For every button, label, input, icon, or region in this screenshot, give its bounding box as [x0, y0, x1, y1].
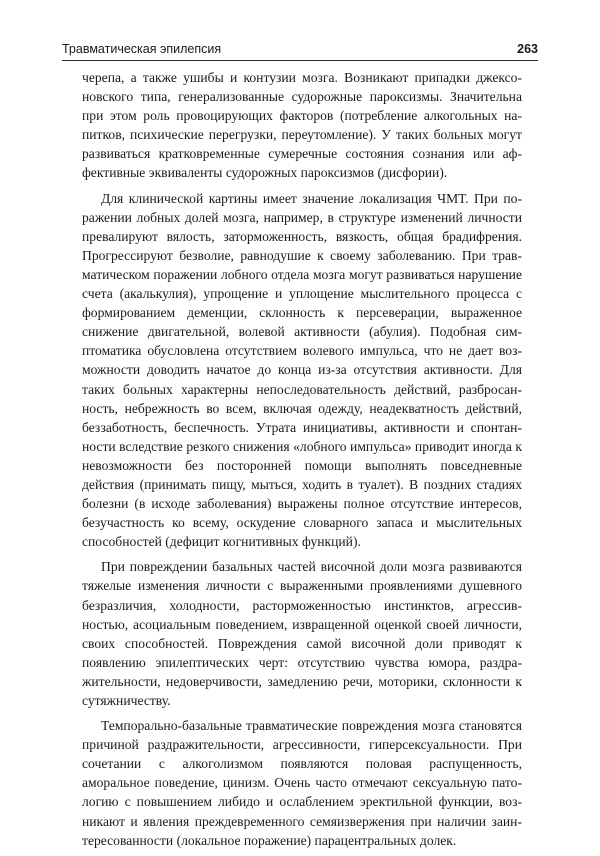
paragraph: При повреждении базальных частей височной доли мозга развиваются тяжелые изменения личности с выраженными проявлениями душевного безразличия, холодности, расторможенностью инстинктов, агрессивностью, асоциальным поведением, извращенной оценкой своей личности, своих способностей. Повреждения самой височной доли приводят к появлению эпилептических черт: отсутствию чувства юмора, раздражительности, недоверчивости, замедлению речи, моторики, склонности к сутяжничеству. — [82, 559, 522, 708]
body-text — [82, 68, 522, 856]
running-header-title: Травматическая эпилепсия — [62, 42, 222, 56]
paragraph: Для клинической картины имеет значение локализация ЧМТ. При поражении лобных долей мозга, например, в структуре изменений личности превалируют вялость, заторможенность, вязкость, общая брадифрения. Прогрессируют безволие, равнодушие к своему заболеванию. При травматическом поражении лобного отдела мозга могут развиваться нарушение счета (акалькулия), упрощение и уплощение мыслительного процесса с формированием деменции, склонность к персеверации, выраженное снижение двигательной, волевой активности (абулия). Подобная симптоматика обусловлена отсутствием волевого импульса, что не дает возможности доводить начатое до конца из-за отсутствия активности. Для таких больных характерны непоследовательность действий, разбросанность, небрежность во всем, включая одежду, неадекватность действий, беззаботность, беспечность. Утрата инициативы, активности и спонтанности вследствие резкого снижения «лобного импульса» приводит иногда к невозможности без посторонней помощи выполнять повседневные действия (принимать пищу, мыться, ходить в туалет). В поздних стадиях болезни (в исходе заболевания) выражены полное отсутствие интересов, безучастность ко всему, оскудение словарного запаса и мыслительных способностей (дефицит когнитивных функций). — [82, 190, 522, 550]
page-number: 263 — [517, 42, 538, 56]
header-rule — [62, 60, 538, 61]
running-header — [62, 41, 538, 57]
paragraph-continued: черепа, а также ушибы и контузии мозга. Возникают припадки джексоновского типа, генерализованные судорожные пароксизмы. Значительна при этом роль провоцирующих факторов (потребление алкогольных напитков, психические перегрузки, переутомление). У таких больных могут развиваться кратковременные сумеречные состояния сознания или аффективные эквиваленты судорожных пароксизмов (дисфории). — [82, 70, 522, 181]
paragraph: Темпорально-базальные травматические повреждения мозга становятся причиной раздражительности, агрессивности, гиперсексуальности. При сочетании с алкоголизмом появляются половая распущенность, аморальное поведение, цинизм. Очень часто отмечают сексуальную патологию с повышением либидо и ослаблением эректильной функции, возникают и явления преждевременного семяизвержения при наличии заинтересованности (локальное поражение) парацентральных долек. — [82, 718, 522, 848]
